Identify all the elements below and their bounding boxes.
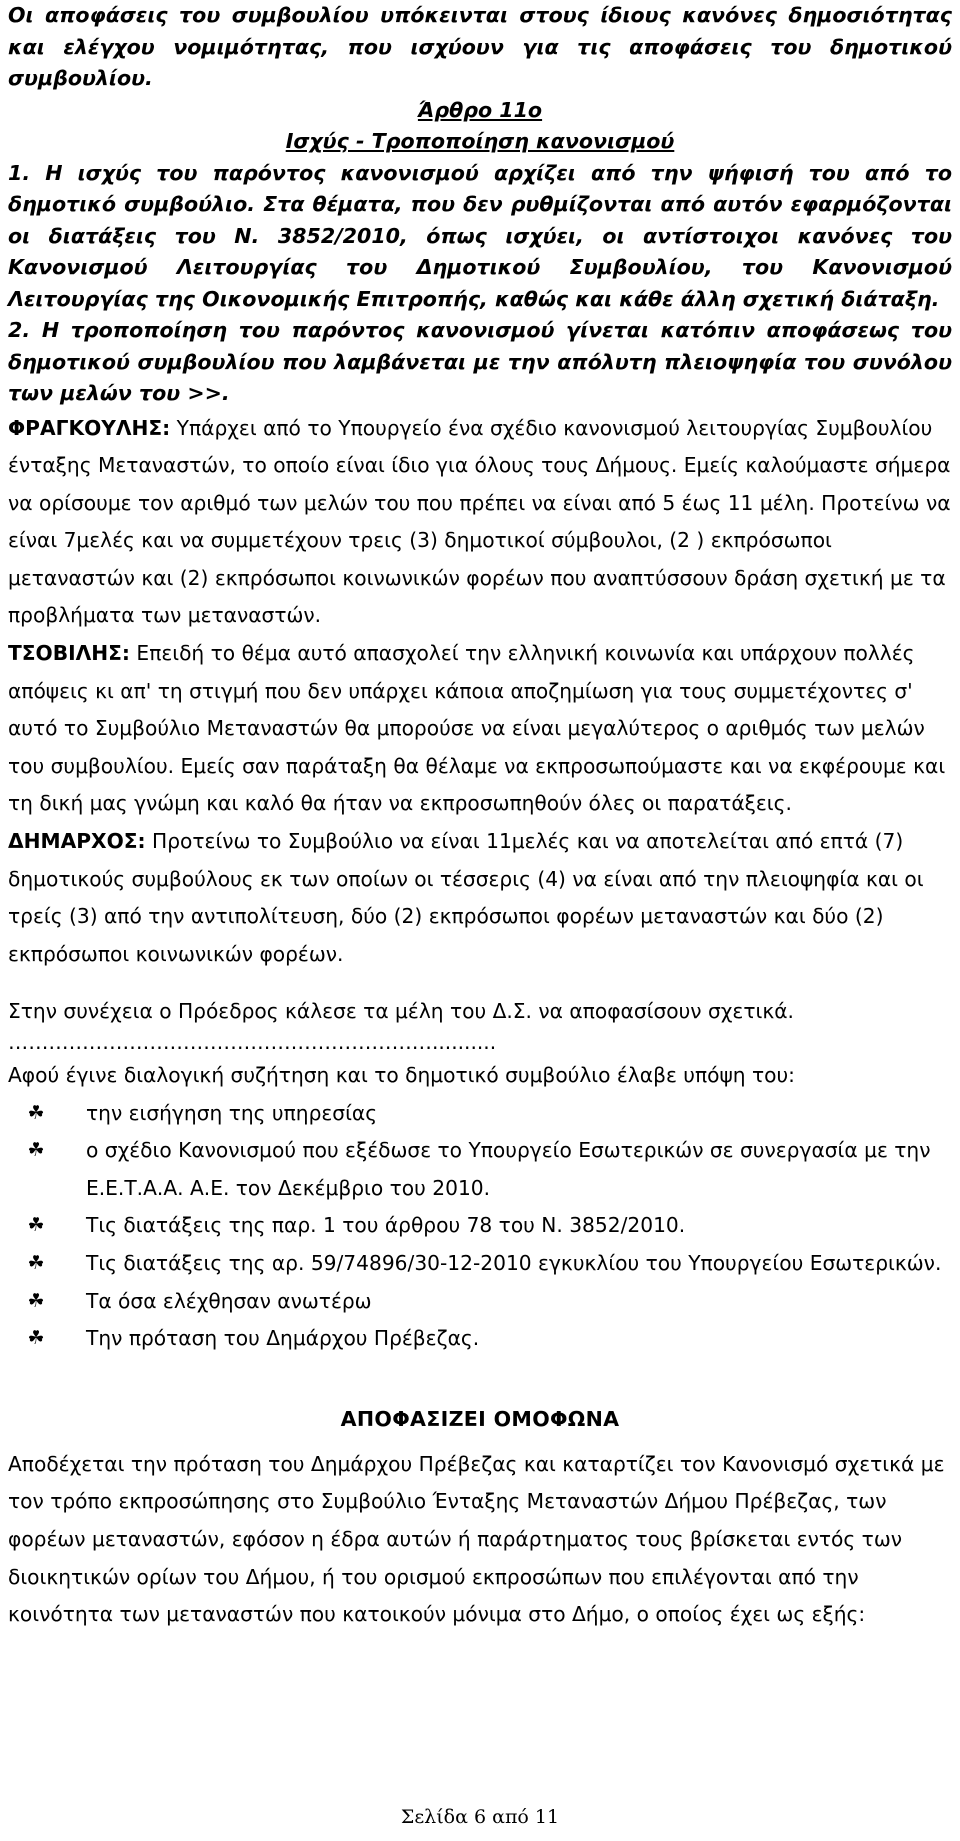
discussion-section: [8, 410, 952, 1095]
page-footer: Σελίδα 6 από 11: [400, 1806, 560, 1828]
list-item: ☘ την εισήγηση της υπηρεσίας: [8, 1095, 952, 1133]
clover-bullet-icon: ☘: [27, 1251, 45, 1274]
article-paragraph-2: 2. Η τροποποίηση του παρόντος κανονισμού γίνεται κατόπιν αποφάσεως του δημοτικού συμβουλίου που λαμβάνεται με την απόλυτη πλειοψηφία του συνόλου των μελών του >>.: [8, 318, 952, 405]
vote-call: Στην συνέχεια ο Πρόεδρος κάλεσε τα μέλη του Δ.Σ. να αποφασίσουν σχετικά.: [8, 999, 794, 1024]
decision-text: Αποδέχεται την πρόταση του Δημάρχου Πρέβεζας και καταρτίζει τον Κανονισμό σχετικά με τον τρόπο εκπροσώπησης στο Συμβούλιο Ένταξης Μεταναστών Δήμου Πρέβεζας, των φορέων μεταναστών, εφόσον η έδρα αυτών ή παράρτηματος τους βρίσκεται εντός των διοικητικών ορίων του Δήμου, ή του ορισμού εκπροσώπων που επιλέγονται από την κοινότητα των μεταναστών που κατοικούν μόνιμα στο Δήμο, ο οποίος έχει ως εξής:: [8, 1451, 945, 1627]
document-page: [8, 0, 952, 1634]
list-item: ☘ ο σχέδιο Κανονισμού που εξέδωσε το Υπουργείο Εσωτερικών σε συνεργασία με την Ε.Ε.Τ.Α.Α. Α.Ε. τον Δεκέμβριο του 2010.: [8, 1132, 952, 1207]
article-subtitle: Ισχύς - Τροποποίηση κανονισμού: [285, 129, 675, 153]
speaker-name: ΦΡΑΓΚΟΥΛΗΣ:: [8, 415, 171, 440]
list-item: ☘ Τις διατάξεις της παρ. 1 του άρθρου 78 του Ν. 3852/2010.: [8, 1207, 952, 1245]
speaker-paragraph: [8, 823, 952, 973]
decision-heading: ΑΠΟΦΑΣΙΖΕΙ ΟΜΟΦΩΝΑ: [340, 1406, 620, 1431]
list-item: ☘ Τα όσα ελέχθησαν ανωτέρω: [8, 1283, 952, 1321]
article-title: Άρθρο 11ο: [417, 97, 543, 122]
clover-bullet-icon: ☘: [27, 1289, 45, 1312]
clover-bullet-icon: ☘: [27, 1214, 45, 1237]
speaker-name: ΔΗΜΑΡΧΟΣ:: [8, 829, 146, 854]
list-item: ☘ Τις διατάξεις της αρ. 59/74896/30-12-2010 εγκυκλίου του Υπουργείου Εσωτερικών.: [8, 1245, 952, 1283]
speaker-paragraph: [8, 410, 952, 636]
clover-bullet-icon: ☘: [27, 1139, 45, 1162]
speaker-text: Επειδή το θέμα αυτό απασχολεί την ελληνική κοινωνία και υπάρχουν πολλές απόψεις κι απ' τη στιγμή που δεν υπάρχει κάποια αποζημίωση για τους συμμετέχοντες σ' αυτό το Συμβούλιο Μεταναστών θα μπορούσε να είναι μεγαλύτερος ο αριθμός των μελών του συμβουλίου. Εμείς σαν παράταξη θα θέλαμε να εκπροσωπούμαστε και να εκφέρουμε και τη δική μας γνώμη και καλό θα ήταν να εκπροσωπηθούν όλες οι παρατάξεις.: [8, 641, 946, 816]
regulation-excerpt: [8, 0, 952, 410]
clover-bullet-icon: ☘: [27, 1327, 45, 1350]
considerations-intro: Αφού έγινε διαλογική συζήτηση και το δημοτικό συμβούλιο έλαβε υπόψη του:: [8, 1063, 795, 1087]
speaker-name: ΤΣΟΒΙΛΗΣ:: [8, 641, 131, 666]
dots-separator: ………………………………………………………..........: [8, 1031, 497, 1053]
list-item: ☘ Την πρόταση του Δημάρχου Πρέβεζας.: [8, 1320, 952, 1358]
article-paragraph-1: 1. Η ισχύς του παρόντος κανονισμού αρχίζει από την ψήφισή του από το δημοτικό συμβούλιο. Στα θέματα, που δεν ρυθμίζονται από αυτόν εφαρμόζονται οι διατάξεις του Ν. 3852/2010, όπως ισχύει, οι αντίστοιχοι κανόνες του Κανονισμού Λειτουργίας του Δημοτικού Συμβουλίου, του Κανονισμού Λειτουργίας της Οικονομικής Επιτροπής, καθώς και κάθε άλλη σχετική διάταξη.: [8, 160, 952, 311]
spacer: [8, 973, 952, 993]
clover-bullet-icon: ☘: [27, 1101, 45, 1124]
speaker-paragraph: [8, 635, 952, 823]
speaker-text: Υπάρχει από το Υπουργείο ένα σχέδιο κανονισμού λειτουργίας Συμβουλίου ένταξης Μεταναστών, το οποίο είναι ίδιο για όλους τους Δήμους. Εμείς καλούμαστε σήμερα να ορίσουμε τον αριθμό των μελών του που πρέπει να είναι από 5 έως 11 μέλη. Προτείνω να είναι 7μελές και να συμμετέχουν τρεις (3) δημοτικοί σύμβουλοι, (2 ) εκπρόσωποι μεταναστών και (2) εκπρόσωποι κοινωνικών φορέων που αναπτύσσουν δράση σχετική με τα προβλήματα των μεταναστών.: [8, 415, 951, 628]
speaker-text: Προτείνω το Συμβούλιο να είναι 11μελές και να αποτελείται από επτά (7) δημοτικούς συμβούλους εκ των οποίων οι τέσσερις (4) να είναι από την πλειοψηφία και οι τρείς (3) από την αντιπολίτευση, δύο (2) εκπρόσωποι φορέων μεταναστών και δύο (2) εκπρόσωποι κοινωνικών φορέων.: [8, 829, 924, 966]
considerations-list: [8, 1095, 952, 1358]
intro-paragraph: Οι αποφάσεις του συμβουλίου υπόκεινται στους ίδιους κανόνες δημοσιότητας και ελέγχου νομιμότητας, που ισχύουν για τις αποφάσεις του δημοτικού συμβουλίου.: [8, 3, 952, 90]
